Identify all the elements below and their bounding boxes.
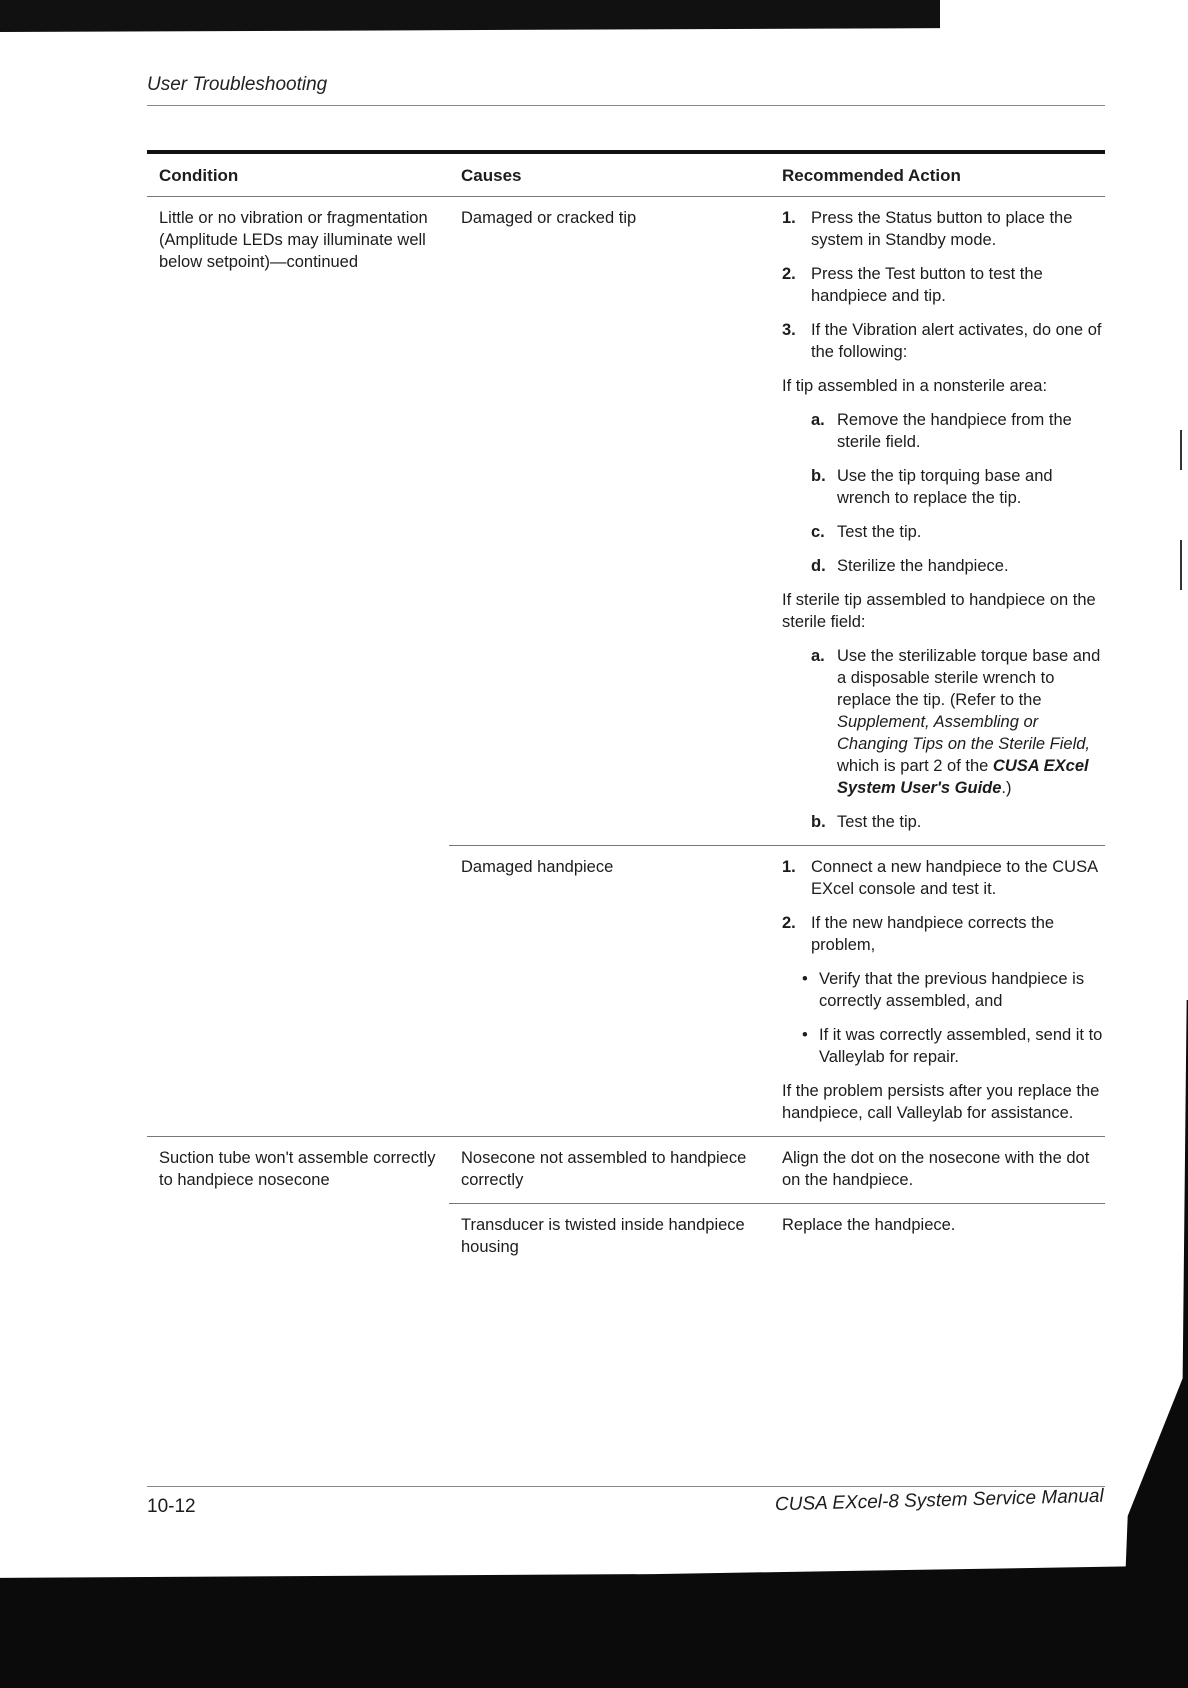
scan-speck [1180, 540, 1182, 590]
action-step: 2. Press the Test button to test the handpiece and tip. [782, 265, 1043, 305]
condition-cell: Little or no vibration or fragmentation (Amplitude LEDs may illuminate well below setpoint)—continued [159, 209, 428, 271]
cause-cell: Transducer is twisted inside handpiece housing [461, 1216, 745, 1256]
page-number: 10-12 [147, 1496, 196, 1517]
column-header-condition: Condition [159, 166, 239, 185]
sterile-intro: If sterile tip assembled to handpiece on the sterile field: [782, 591, 1096, 631]
action-substep: b. Test the tip. [811, 813, 922, 831]
action-cell: Replace the handpiece. [782, 1216, 956, 1234]
table-row [147, 1204, 1105, 1258]
table-row [147, 1137, 1105, 1203]
nonsterile-intro: If tip assembled in a nonsterile area: [782, 377, 1048, 395]
cause-cell: Damaged handpiece [461, 858, 614, 876]
action-substep: d. Sterilize the handpiece. [811, 557, 1009, 575]
scan-artifact-top [0, 0, 940, 32]
action-step: 2. If the new handpiece corrects the problem, [782, 914, 1055, 954]
action-cell: Align the dot on the nosecone with the dot on the handpiece. [782, 1149, 1090, 1189]
action-substep: c. Test the tip. [811, 523, 922, 541]
cause-cell: Nosecone not assembled to handpiece correctly [461, 1149, 747, 1189]
action-cell [778, 856, 1105, 1136]
table-row [147, 846, 1105, 1136]
column-header-action: Recommended Action [782, 166, 961, 185]
footer-rule [147, 1486, 1105, 1487]
closing-note: If the problem persists after you replace the handpiece, call Valleylab for assistance. [782, 1082, 1100, 1122]
action-bullet: • If it was correctly assembled, send it to Valleylab for repair. [802, 1026, 1103, 1066]
action-substep: a. Remove the handpiece from the sterile field. [811, 411, 1072, 451]
column-header-causes: Causes [461, 166, 522, 185]
action-bullet: • Verify that the previous handpiece is correctly assembled, and [802, 970, 1085, 1010]
header-rule [147, 105, 1105, 106]
cause-cell: Damaged or cracked tip [461, 209, 637, 227]
action-substep: b. Use the tip torquing base and wrench to replace the tip. [811, 467, 1053, 507]
action-substep: a. Use the sterilizable torque base and a disposable sterile wrench to replace the tip. (Refer to the Supplement, Assembling or Changing Tips on the Sterile Field, which is part 2 of the CUSA EXcel System User's Guide.) [811, 647, 1101, 797]
running-header: User Troubleshooting [147, 74, 328, 95]
users-guide-reference: CUSA EXcel System User's Guide [837, 757, 1089, 797]
action-step: 3. If the Vibration alert activates, do one of the following: [782, 321, 1102, 361]
manual-title: CUSA EXcel-8 System Service Manual [775, 1485, 1105, 1516]
table-header-row [147, 154, 1105, 196]
scan-speck [1180, 430, 1182, 470]
action-step: 1. Connect a new handpiece to the CUSA EXcel console and test it. [782, 858, 1098, 898]
scan-artifact-bottom [0, 1560, 1188, 1688]
troubleshooting-table [147, 150, 1105, 1258]
condition-cell: Suction tube won't assemble correctly to handpiece nosecone [159, 1149, 436, 1189]
action-step: 1. Press the Status button to place the system in Standby mode. [782, 209, 1073, 249]
table-row [147, 197, 1105, 845]
supplement-reference: Supplement, Assembling or Changing Tips on the Sterile Field, [837, 713, 1090, 753]
action-cell [778, 207, 1105, 845]
